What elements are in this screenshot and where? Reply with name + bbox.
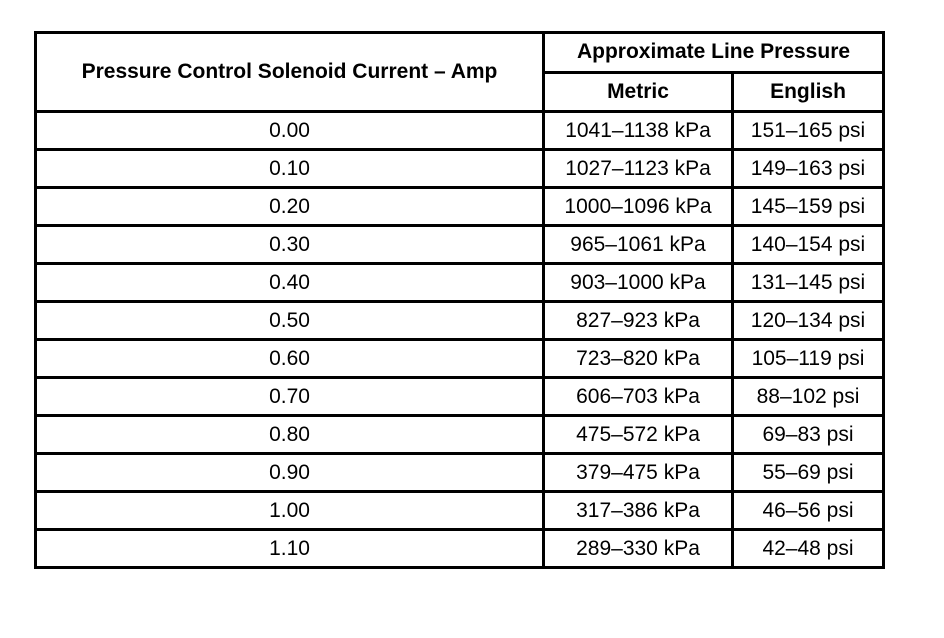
cell-metric: 606–703 kPa [544,378,733,416]
table-row [36,302,884,340]
cell-english: 69–83 psi [733,416,884,454]
table-row [36,454,884,492]
cell-metric: 827–923 kPa [544,302,733,340]
cell-english: 55–69 psi [733,454,884,492]
table-row [36,150,884,188]
cell-english: 140–154 psi [733,226,884,264]
cell-metric: 289–330 kPa [544,530,733,568]
header-english: English [733,72,884,112]
header-solenoid-current: Pressure Control Solenoid Current – Amp [36,33,544,112]
table-row [36,188,884,226]
cell-current: 0.60 [36,340,544,378]
cell-metric: 1000–1096 kPa [544,188,733,226]
cell-metric: 903–1000 kPa [544,264,733,302]
cell-current: 0.70 [36,378,544,416]
cell-english: 46–56 psi [733,492,884,530]
table-row [36,416,884,454]
cell-english: 149–163 psi [733,150,884,188]
cell-metric: 379–475 kPa [544,454,733,492]
cell-english: 145–159 psi [733,188,884,226]
cell-current: 0.10 [36,150,544,188]
table-header [36,33,884,112]
table-row [36,264,884,302]
cell-current: 0.20 [36,188,544,226]
cell-metric: 723–820 kPa [544,340,733,378]
cell-english: 88–102 psi [733,378,884,416]
cell-current: 0.90 [36,454,544,492]
cell-current: 0.30 [36,226,544,264]
cell-english: 151–165 psi [733,112,884,150]
header-metric: Metric [544,72,733,112]
table-row [36,112,884,150]
header-approximate-line-pressure: Approximate Line Pressure [544,33,884,73]
cell-metric: 1041–1138 kPa [544,112,733,150]
table-row [36,226,884,264]
table-row [36,340,884,378]
cell-english: 120–134 psi [733,302,884,340]
table-row [36,530,884,568]
cell-current: 0.40 [36,264,544,302]
table-body [36,112,884,568]
cell-metric: 317–386 kPa [544,492,733,530]
cell-metric: 475–572 kPa [544,416,733,454]
cell-english: 131–145 psi [733,264,884,302]
cell-english: 42–48 psi [733,530,884,568]
cell-english: 105–119 psi [733,340,884,378]
table-row [36,378,884,416]
cell-current: 1.10 [36,530,544,568]
cell-current: 1.00 [36,492,544,530]
cell-current: 0.50 [36,302,544,340]
cell-current: 0.80 [36,416,544,454]
cell-current: 0.00 [36,112,544,150]
pressure-table [34,31,885,569]
cell-metric: 1027–1123 kPa [544,150,733,188]
table-row [36,492,884,530]
cell-metric: 965–1061 kPa [544,226,733,264]
